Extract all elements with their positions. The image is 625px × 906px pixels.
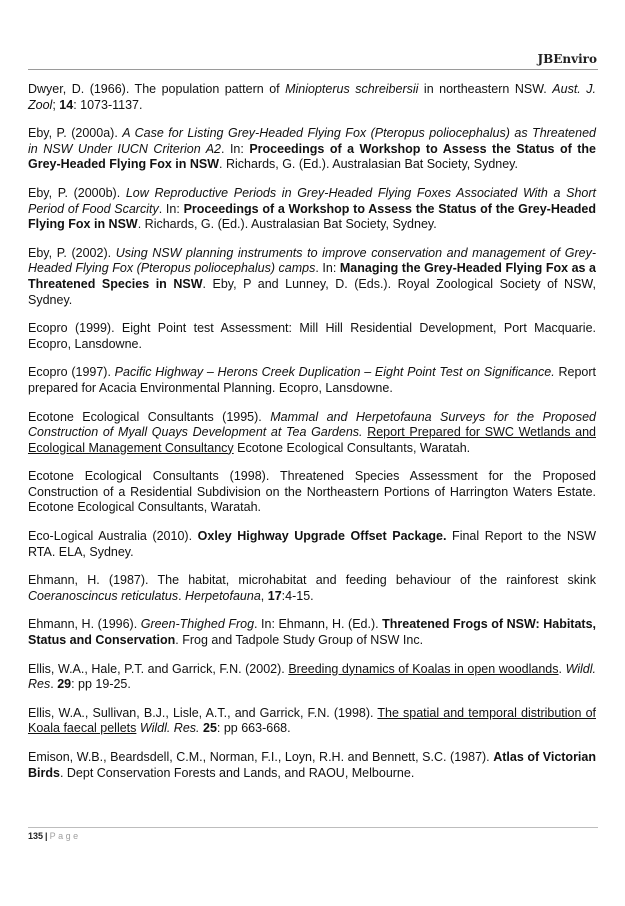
reference-text: : pp 19-25. [71,677,131,692]
reference-text: Low Reproductive Periods in Grey-Headed Flying Foxes Associated With a Short Period of Food Scarcity [28,185,596,216]
reference-text: Proceedings of a Workshop to Assess the Status of the Grey-Headed Flying Fox in NSW [28,141,596,172]
reference-text: , [260,588,268,603]
reference-text: Report prepared for Acacia Environmental Planning. Ecopro, Lansdowne. [28,365,596,395]
reference-text: : 1073-1137. [73,97,143,112]
reference-text: Ecotone Ecological Consultants, Waratah. [233,440,471,455]
reference-text: . Dept Conservation Forests and Lands, and RAOU, Melbourne. [59,765,415,780]
reference-text: Eco-Logical Australia (2010). [28,529,198,544]
reference-text: Ecotone Ecological Consultants (1995). [28,409,271,424]
reference-text: Wildl. Res. [139,721,200,736]
reference-entry [28,82,596,113]
reference-entry [28,662,596,693]
reference-list [28,82,596,794]
reference-text: Final Report to the NSW RTA. ELA, Sydney. [28,529,596,559]
reference-text: . In: [315,261,340,276]
reference-entry [28,246,596,308]
reference-entry [28,617,596,648]
reference-text: Threatened Frogs of NSW: Habitats, Status and Conservation [28,617,597,648]
reference-text: . Eby, P and Lunney, D. (Eds.). Royal Zoological Society of NSW, Sydney. [28,276,597,307]
reference-text: . In: [158,201,184,216]
reference-text: Using NSW planning instruments to improve conservation and management of Grey-Headed Flying Fox (Pteropus poliocephalus) camps [28,245,596,276]
reference-text: Mammal and Herpetofauna Surveys for the Proposed Construction of Myall Quays Development at Tea Gardens. [28,409,596,440]
reference-text: Atlas of Victorian Birds [28,750,596,780]
reference-text: Eby, P. (2000a). [28,126,123,141]
reference-text: . Richards, G. (Ed.). Australasian Bat Society, Sydney. [137,217,437,232]
reference-text: :4-15. [281,588,314,603]
reference-text: Report Prepared for SWC Wetlands and Ecological Management Consultancy [28,425,596,455]
reference-entry [28,706,596,737]
reference-text: Ellis, W.A., Hale, P.T. and Garrick, F.N. (2002). [28,661,289,676]
footer-divider [28,827,598,828]
reference-text: Ecopro (1997). [28,365,115,380]
reference-text: . [178,588,186,603]
reference-text: Herpetofauna [185,588,261,603]
header-divider [28,69,598,70]
reference-text: 25 [203,721,217,736]
reference-text: Eby, P. (2000b). [28,185,126,200]
reference-text: 14 [59,97,74,112]
reference-text: Oxley Highway Upgrade Offset Package. [197,529,447,544]
reference-text: Ecotone Ecological Consultants (1998). Threatened Species Assessment for the Proposed Construction of a Residential Subdivision on the Northeastern Portions of Harrington Waters Estate. Ecotone Ecological Consultants, Waratah. [28,469,596,515]
reference-text: . In: [220,141,250,156]
reference-text: . [50,677,58,692]
reference-entry [28,186,596,233]
reference-text: Aust. J. Zool [28,82,596,112]
reference-text: . Frog and Tadpole Study Group of NSW Inc. [175,633,424,648]
reference-entry [28,410,596,457]
reference-text: Pacific Highway – Herons Creek Duplication – Eight Point Test on Significance. [114,365,555,380]
reference-text: 17 [267,588,282,603]
page-number: 135 [28,831,44,841]
reference-text: Dwyer, D. (1966). The population pattern of [28,82,286,96]
page-label: Page [49,831,81,841]
reference-text: Ecopro (1999). Eight Point test Assessment: Mill Hill Residential Development, Port Macquarie. Ecopro, Lansdowne. [28,321,596,351]
reference-text: Wildl. Res [28,661,597,692]
page-footer [28,831,81,841]
header-brand: JBEnviro [537,52,597,66]
reference-entry [28,750,596,781]
reference-text: A Case for Listing Grey-Headed Flying Fox (Pteropus poliocephalus) as Threatened in NSW Under IUCN Criterion A2 [28,126,596,156]
reference-text: Ellis, W.A., Sullivan, B.J., Lisle, A.T., and Garrick, F.N. (1998). [28,705,378,720]
reference-text: Green-Thighed Frog [140,617,255,632]
reference-entry [28,573,596,604]
reference-text: Emison, W.B., Beardsdell, C.M., Norman, F.I., Loyn, R.H. and Bennett, S.C. (1987). [28,750,494,764]
reference-text: Ehmann, H. (1996). [28,617,141,632]
reference-entry [28,126,596,173]
reference-entry [28,365,596,396]
reference-text: The spatial and temporal distribution of Koala faecal pellets [28,705,596,736]
reference-entry [28,321,596,352]
reference-text: Proceedings of a Workshop to Assess the Status of the Grey-Headed Flying Fox in NSW [28,201,596,232]
reference-text: ; [52,97,60,112]
footer-separator: | [45,831,48,841]
reference-entry [28,469,596,516]
reference-text: Eby, P. (2002). [28,245,116,260]
reference-text: . [558,661,566,676]
reference-text: : pp 663-668. [216,721,291,736]
reference-text: . In: Ehmann, H. (Ed.). [254,617,383,632]
reference-text: . Richards, G. (Ed.). Australasian Bat Society, Sydney. [219,157,518,172]
reference-text: Ehmann, H. (1987). The habitat, microhabitat and feeding behaviour of the rainforest skink [28,573,596,588]
reference-text: 29 [57,677,72,692]
reference-text: Managing the Grey-Headed Flying Fox as a Threatened Species in NSW [28,261,597,291]
reference-text: in northeastern NSW. [418,82,553,96]
reference-text: Coeranoscincus reticulatus [28,588,179,603]
reference-text: Breeding dynamics of Koalas in open woodlands [288,661,559,676]
reference-text: Miniopterus schreibersii [285,82,419,96]
reference-entry [28,529,596,560]
